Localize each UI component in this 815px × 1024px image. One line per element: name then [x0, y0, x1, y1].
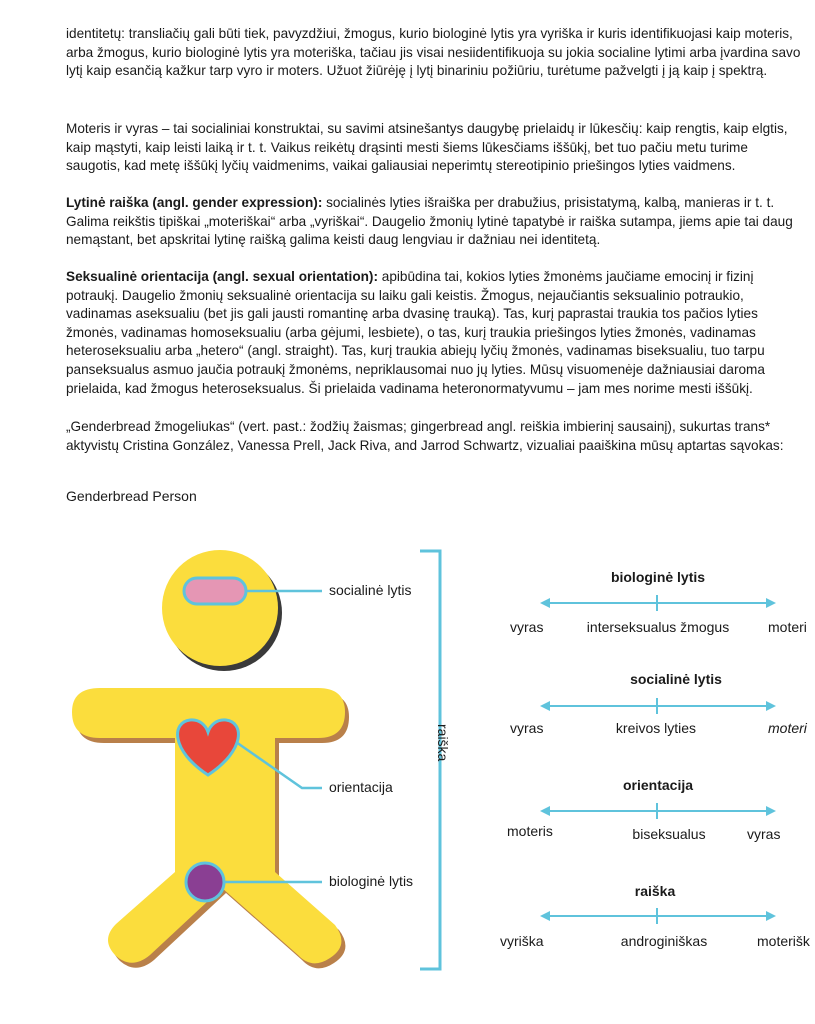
scale-title-biological: biologinė lytis: [610, 569, 706, 585]
scale-arrow-expression: [540, 908, 776, 924]
scale-title-social: socialinė lytis: [630, 671, 722, 687]
scale-left-expression: vyriška: [500, 933, 544, 949]
term-sexual-orientation: Seksualinė orientacija (angl. sexual orientation):: [66, 269, 378, 284]
label-social-gender: socialinė lytis: [329, 582, 412, 598]
scale-right-biological: moteri: [768, 619, 807, 635]
scale-arrow-biological: [540, 595, 776, 611]
biological-circle: [186, 863, 224, 901]
scale-middle-orientation: biseksualus: [632, 826, 706, 842]
scale-left-biological: vyras: [510, 619, 544, 635]
head: [162, 550, 278, 666]
paragraph-sexual-orientation: Seksualinė orientacija (angl. sexual orientation): apibūdina tai, kokios lyties žmonėms jaučiame emocinį ir fizinį potraukį. Daugelio žmonių seksualinė orientacija su laiku gali keistis. Žmogus, nejaučiantis seksualinio potraukio, vadinamas aseksualiu (bet jis gali jausti romantinę arba dvasinę trauką). Tas, kurį paprastai traukia tos pačios lyties žmonės, vadinamas homoseksualiu (arba gėjumi, lesbiete), o tas, kurį traukia priešingos lyties žmonės, vadinamas heteroseksualiu arba „hetero“ (angl. straight). Tas, kurį traukia abiejų lyčių žmonės, vadinamas biseksualiu, tuo tarpu panseksualus asmuo jaučia potraukį žmonėms, nepriklausomai nuo jų lyties. Mūsų visuomenėje dažniausiai daroma prielaida, kad žmogus heteroseksualus. Ši prielaida vadinama heteronormatyvumu – jam mes norime mesti iššūkį.: [66, 269, 765, 396]
label-biological-sex: biologinė lytis: [329, 873, 414, 889]
term-gender-expression: Lytinė raiška (angl. gender expression):: [66, 195, 323, 210]
scale-title-orientation: orientacija: [622, 777, 694, 793]
paragraph-gender-expression: Lytinė raiška (angl. gender expression): socialinės lyties išraiška per drabužius, prisistatymą, kalbą, manieras ir t. t. Galima reikštis tipiškai „moteriškai“ arba „vyriškai“. Daugelio žmonių lytinė tapatybė ir raiška sutampa, jiems apie tai daug nemąstant, bet apskritai lytinę raišką galima keisti daug lengviau ir dažniau nei identitetą.: [66, 195, 793, 248]
paragraph-social-constructs: Moteris ir vyras – tai socialiniai konstruktai, su savimi atsinešantys daugybę prielaidų ir lūkesčių: kaip rengtis, kaip elgtis, kaip mąstyti, kaip leisti laiką ir t. t. Vaikus reikėtų drąsinti mesti šiems lūkesčiams iššūkį, bet tuo pačiu metu turime saugotis, kad metę iššūkį lyčių vaidmenims, vaikai galiausiai neperimtų stereotipinio priešingos lyties vaidmens.: [66, 121, 788, 174]
scale-arrow-orientation: [540, 803, 776, 819]
scale-middle-expression: androginiškas: [620, 933, 708, 949]
scale-arrow-social: [540, 698, 776, 714]
label-expression-bracket: raiška: [435, 724, 451, 762]
scale-right-orientation: vyras: [747, 826, 781, 842]
brain-shape: [184, 578, 246, 604]
scale-middle-social: kreivos lyties: [615, 720, 697, 736]
figure-title: Genderbread Person: [66, 488, 197, 504]
scale-right-social: moteri: [768, 720, 807, 736]
scale-right-expression: moterišk: [757, 933, 810, 949]
paragraph-genderbread-intro: „Genderbread žmogeliukas“ (vert. past.: žodžių žaismas; gingerbread angl. reiškia imbierinį sausainį), sukurtas trans* aktyvistų Cristina González, Vanessa Prell, Jack Riva, and Jarrod Schwartz, vizualiai paaiškina mūsų aptartas sąvokas:: [66, 419, 784, 453]
scale-title-expression: raiška: [634, 883, 676, 899]
label-orientation: orientacija: [329, 779, 393, 795]
scale-left-orientation: moteris: [507, 823, 553, 839]
scale-left-social: vyras: [510, 720, 544, 736]
scale-middle-biological: interseksualus žmogus: [586, 619, 730, 635]
paragraph-identity: identitetų: transliačių gali būti tiek, pavyzdžiui, žmogus, kurio biologinė lytis yra vyriška ir kuris identifikuojasi kaip moteris, arba žmogus, kurio biologinė lytis yra moteriška, tačiau jis visai nesiidentifikuoja su jokia socialine lytimi arba įvardina savo lytį kaip esančią kažkur tarp vyro ir moters. Užuot žiūrėję į lytį binariniu požiūriu, turėtume pažvelgti į ją kaip į spektrą.: [66, 26, 801, 79]
